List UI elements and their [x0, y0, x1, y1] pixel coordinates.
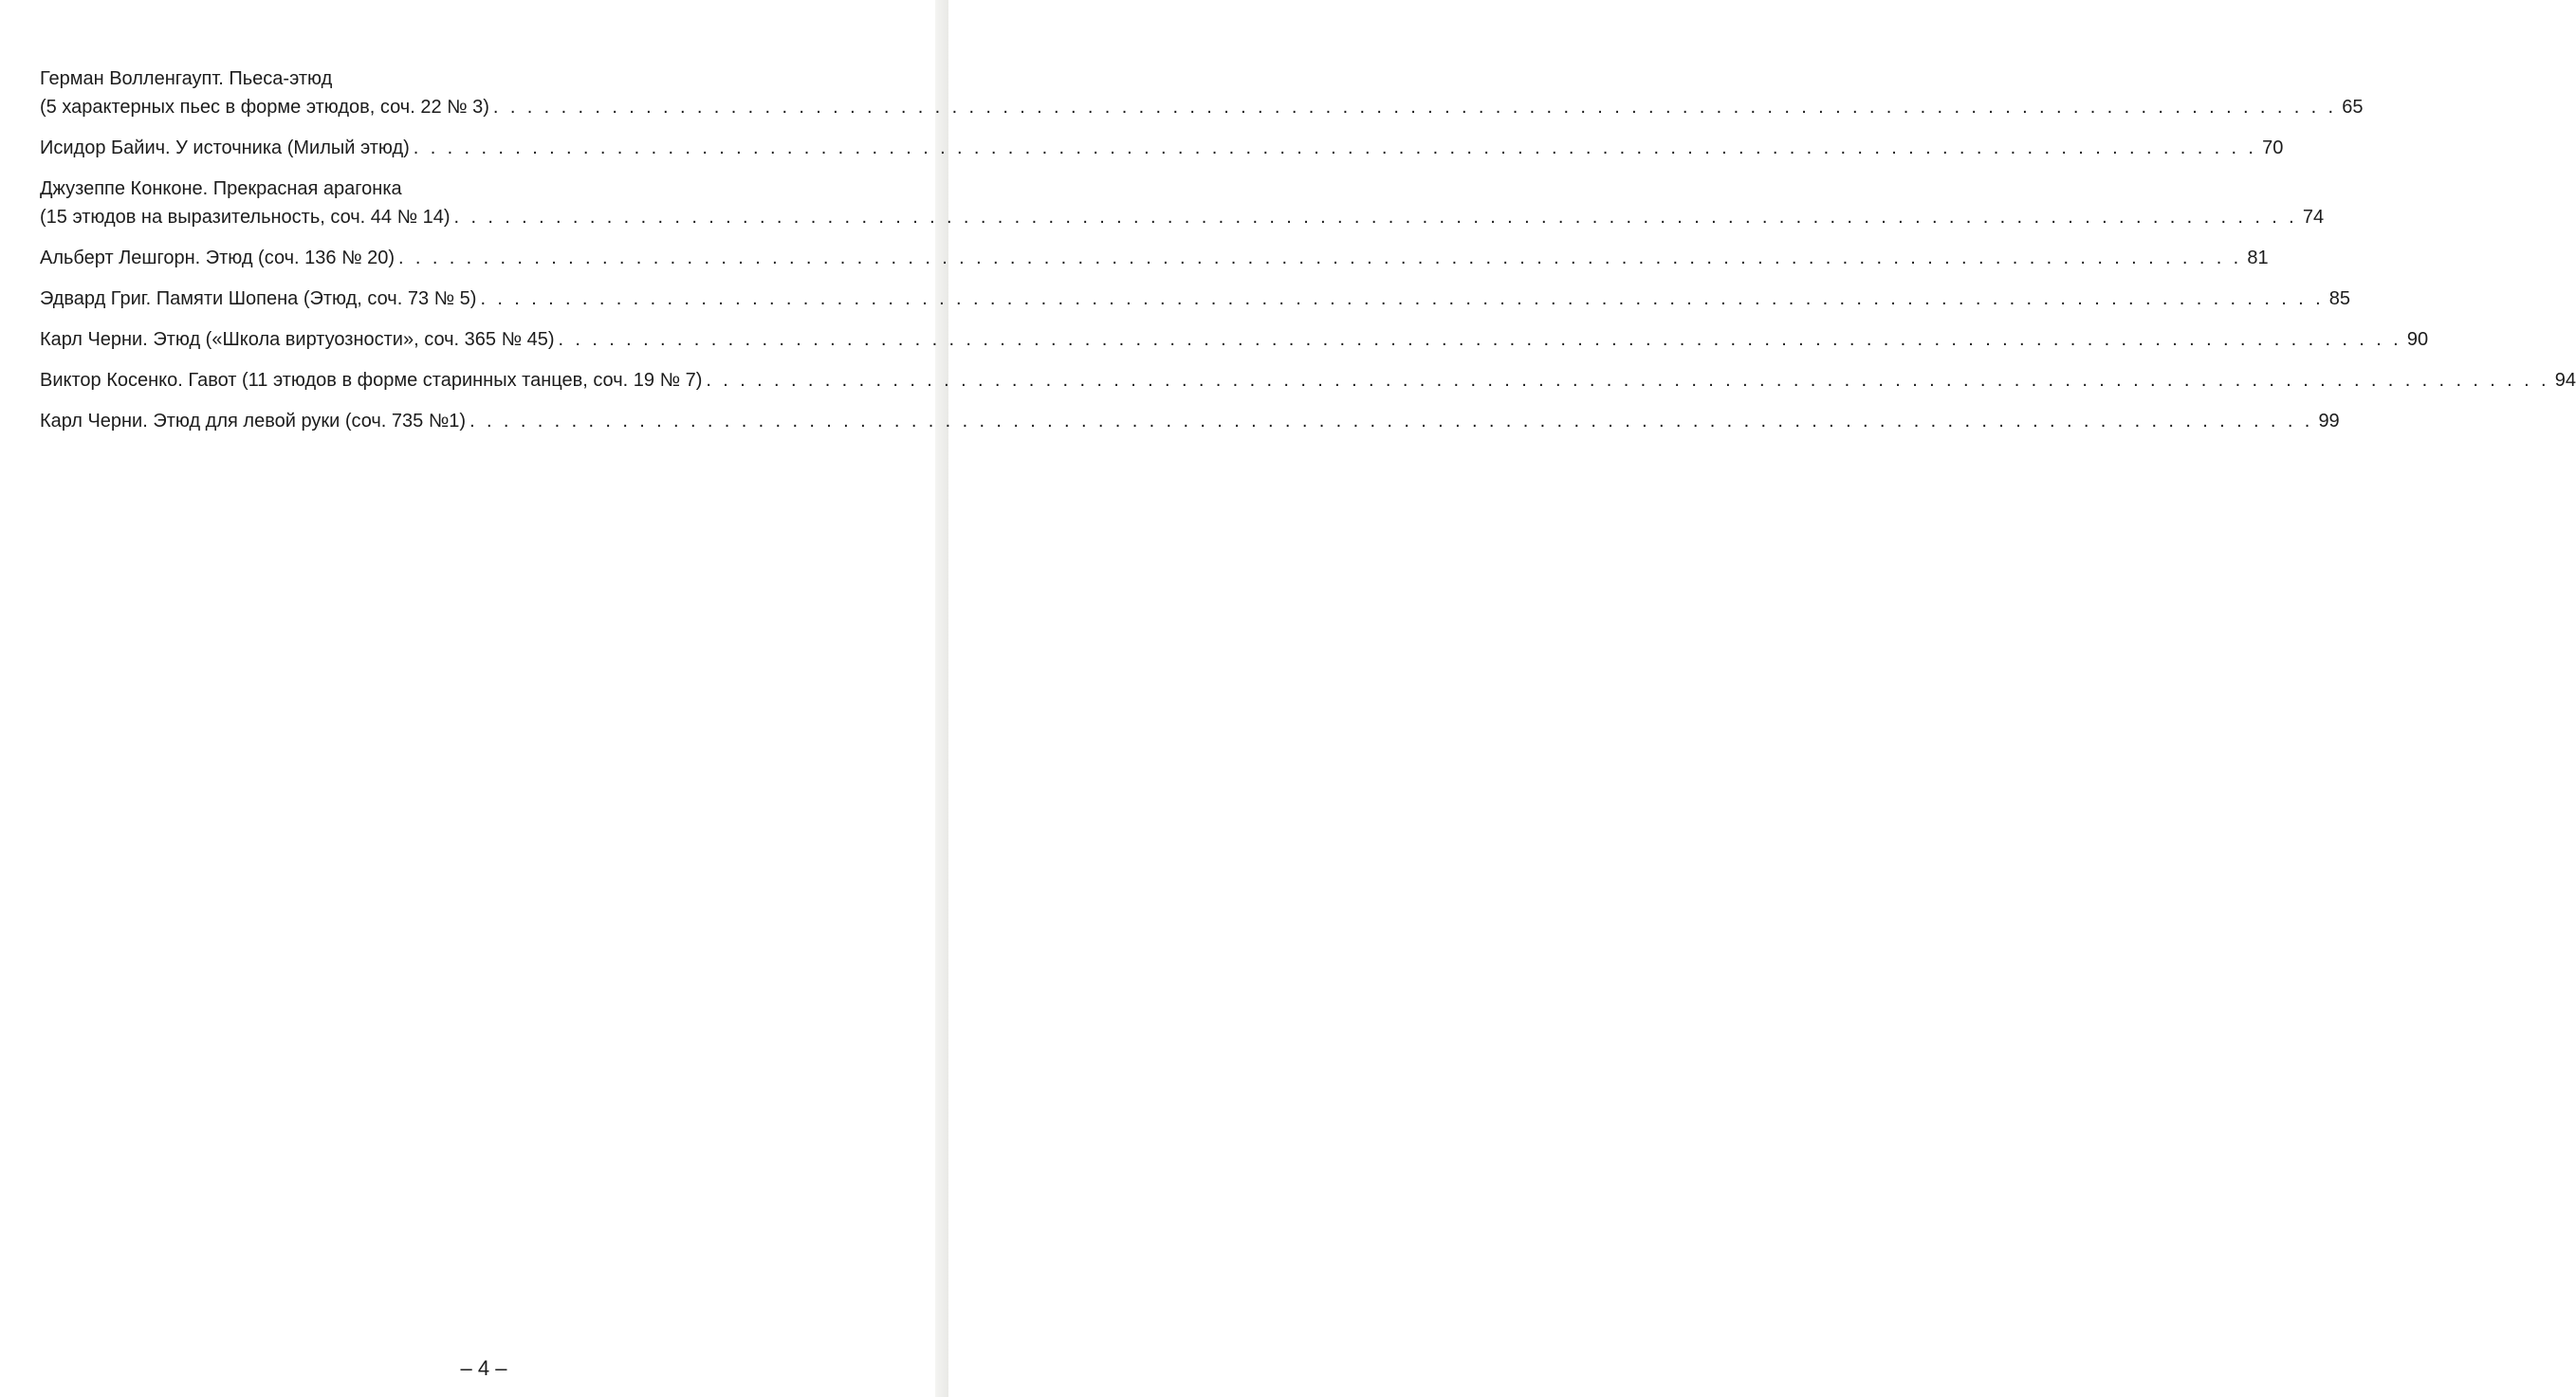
toc-entry-leader-line: [40, 285, 2351, 313]
toc-page-number: 65: [2342, 97, 2364, 118]
toc-entry-leader-line: [40, 407, 2340, 435]
dot-leader: . . . . . . . . . . . . . . . . . . . . . . . . . . . . . . . . . . . . . . . . . . . . . . . . . . . . . . . . . . . . . . . . . . . . . . . . . . . . . . . . . . . . . . . . . . . . . . . . . . . . . . . . . . . . .: [558, 329, 2402, 350]
dot-leader: . . . . . . . . . . . . . . . . . . . . . . . . . . . . . . . . . . . . . . . . . . . . . . . . . . . . . . . . . . . . . . . . . . . . . . . . . . . . . . . . . . . . . . . . . . . . . . . . . . . . . . . . . . . . .: [453, 207, 2298, 228]
toc-entry-text: Эдвард Григ. Памяти Шопена (Этюд, соч. 73 № 5): [40, 288, 477, 309]
toc-entry-text: (15 этюдов на выразительность, соч. 44 № 14): [40, 207, 451, 228]
toc-entry[interactable]: [40, 64, 2364, 121]
dot-leader: . . . . . . . . . . . . . . . . . . . . . . . . . . . . . . . . . . . . . . . . . . . . . . . . . . . . . . . . . . . . . . . . . . . . . . . . . . . . . . . . . . . . . . . . . . . . . . . . . . . . . . . . . . . . .: [706, 370, 2549, 391]
toc-entry-leader-line: [40, 134, 2284, 162]
toc-page-number: 74: [2302, 207, 2325, 228]
toc-entry-title: Джузеппе Конконе. Прекрасная арагонка: [40, 178, 402, 199]
dot-leader: . . . . . . . . . . . . . . . . . . . . . . . . . . . . . . . . . . . . . . . . . . . . . . . . . . . . . . . . . . . . . . . . . . . . . . . . . . . . . . . . . . . . . . . . . . . . . . . . . . . . . . . . . . . . .: [469, 411, 2313, 432]
toc-page-number: 81: [2247, 248, 2269, 268]
dot-leader: . . . . . . . . . . . . . . . . . . . . . . . . . . . . . . . . . . . . . . . . . . . . . . . . . . . . . . . . . . . . . . . . . . . . . . . . . . . . . . . . . . . . . . . . . . . . . . . . . . . . . . . . . . . . .: [413, 138, 2257, 158]
dot-leader: . . . . . . . . . . . . . . . . . . . . . . . . . . . . . . . . . . . . . . . . . . . . . . . . . . . . . . . . . . . . . . . . . . . . . . . . . . . . . . . . . . . . . . . . . . . . . . . . . . . . . . . . . . . . .: [492, 97, 2337, 118]
page-number-footer: – 4 –: [460, 1356, 507, 1380]
table-of-contents: [40, 64, 2576, 448]
toc-entry[interactable]: [40, 175, 2325, 231]
toc-entry[interactable]: [40, 407, 2340, 435]
toc-page-number: 70: [2262, 138, 2284, 158]
toc-entry-leader-line: [40, 325, 2429, 354]
toc-page-number: 94: [2554, 370, 2576, 391]
toc-entry-text: (5 характерных пьес в форме этюдов, соч. 22 № 3): [40, 97, 489, 118]
toc-entry-title: Герман Волленгаупт. Пьеса-этюд: [40, 68, 333, 89]
toc-entry-text: Карл Черни. Этюд для левой руки (соч. 735 №1): [40, 411, 467, 432]
toc-page-number: 90: [2406, 329, 2429, 350]
toc-entry-text: Исидор Байич. У источника (Милый этюд): [40, 138, 410, 158]
toc-entry[interactable]: [40, 325, 2429, 354]
toc-entry[interactable]: [40, 244, 2269, 272]
toc-entry[interactable]: [40, 134, 2284, 162]
toc-page-number: 85: [2328, 288, 2351, 309]
dot-leader: . . . . . . . . . . . . . . . . . . . . . . . . . . . . . . . . . . . . . . . . . . . . . . . . . . . . . . . . . . . . . . . . . . . . . . . . . . . . . . . . . . . . . . . . . . . . . . . . . . . . . . . . . . . . .: [398, 248, 2242, 268]
toc-entry[interactable]: [40, 366, 2576, 395]
toc-page-number: 99: [2318, 411, 2340, 432]
toc-entry-leader-line: [40, 93, 2364, 121]
toc-entry-text: Альберт Лешгорн. Этюд (соч. 136 № 20): [40, 248, 396, 268]
toc-entry-leader-line: [40, 203, 2325, 231]
toc-entry[interactable]: [40, 285, 2351, 313]
toc-entry-leader-line: [40, 366, 2576, 395]
toc-entry-text: Виктор Косенко. Гавот (11 этюдов в форме старинных танцев, соч. 19 № 7): [40, 370, 703, 391]
toc-entry-leader-line: [40, 244, 2269, 272]
dot-leader: . . . . . . . . . . . . . . . . . . . . . . . . . . . . . . . . . . . . . . . . . . . . . . . . . . . . . . . . . . . . . . . . . . . . . . . . . . . . . . . . . . . . . . . . . . . . . . . . . . . . . . . . . . . . .: [480, 288, 2325, 309]
toc-entry-text: Карл Черни. Этюд («Школа виртуозности», соч. 365 № 45): [40, 329, 555, 350]
